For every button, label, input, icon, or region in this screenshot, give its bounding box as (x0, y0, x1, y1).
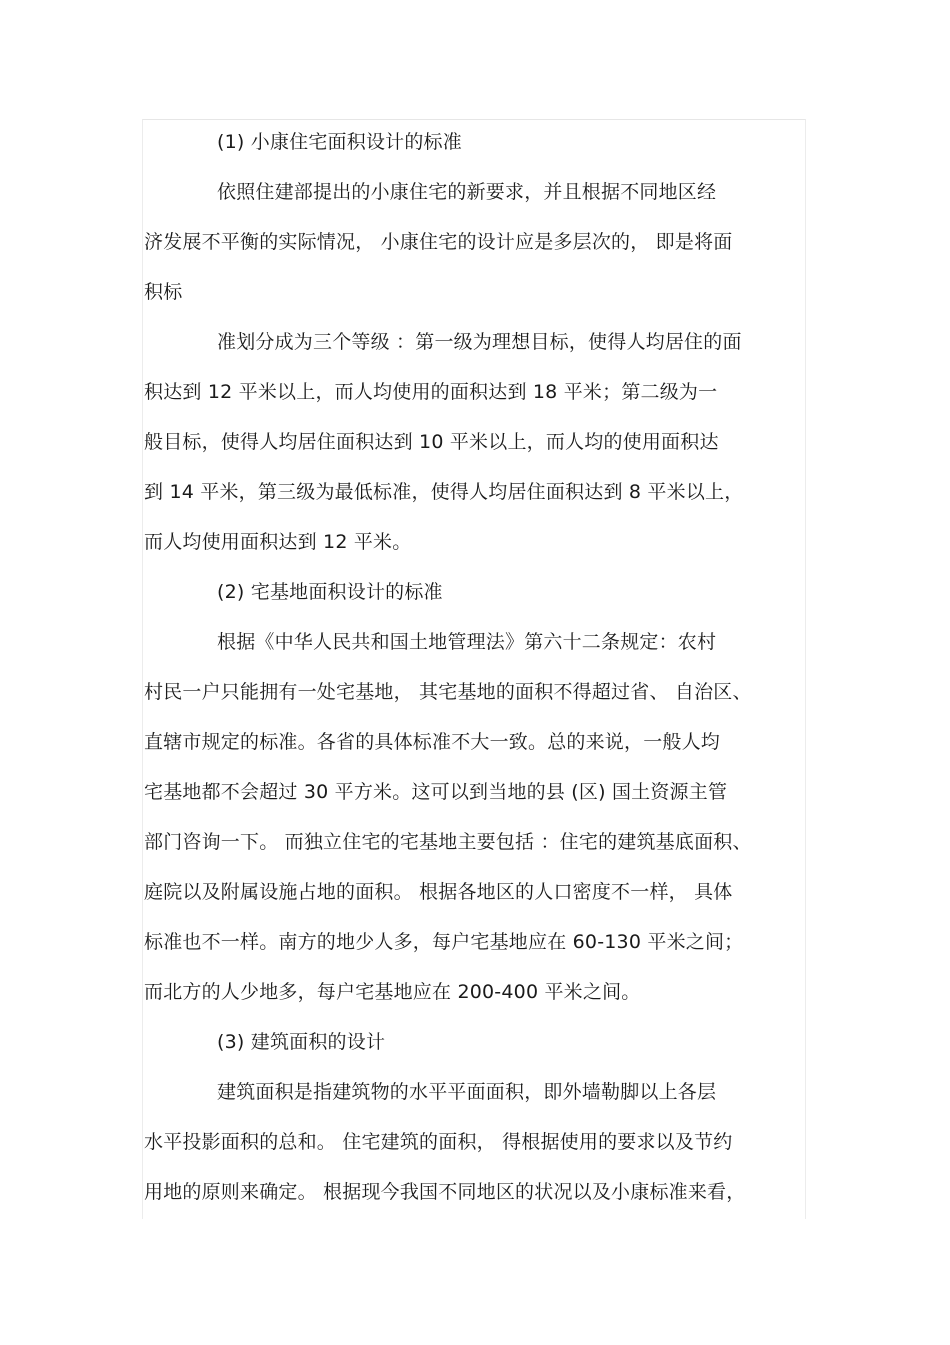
paragraph-line: 直辖市规定的标准。各省的具体标准不大一致。总的来说，一般人均 (144, 731, 721, 753)
heading-3: (3) 建筑面积的设计 (217, 1031, 386, 1053)
paragraph-line: 根据《中华人民共和国土地管理法》第六十二条规定：农村 (217, 631, 717, 653)
paragraph-line: 准划分成为三个等级 ：第一级为理想目标，使得人均居住的面 (217, 331, 742, 353)
paragraph-line: 水平投影面积的总和。 住宅建筑的面积， 得根据使用的要求以及节约 (144, 1131, 733, 1153)
heading-2: (2) 宅基地面积设计的标准 (217, 581, 443, 603)
paragraph-line: 积标 (144, 281, 183, 303)
paragraph-line: 建筑面积是指建筑物的水平平面面积，即外墙勒脚以上各层 (217, 1081, 717, 1103)
paragraph-line: 部门咨询一下。 而独立住宅的宅基地主要包括 ：住宅的建筑基底面积、 (144, 831, 752, 853)
paragraph-line: 宅基地都不会超过 30 平方米。这可以到当地的县 (区) 国土资源主管 (144, 781, 728, 803)
paragraph-line: 村民一户只能拥有一处宅基地， 其宅基地的面积不得超过省、 自治区、 (144, 681, 752, 703)
paragraph-line: 标准也不一样。南方的地少人多，每户宅基地应在 60-130 平米之间； (144, 931, 744, 953)
paragraph-line: 而北方的人少地多，每户宅基地应在 200-400 平米之间。 (144, 981, 641, 1003)
paragraph-line: 济发展不平衡的实际情况， 小康住宅的设计应是多层次的， 即是将面 (144, 231, 733, 253)
paragraph-line: 到 14 平米，第三级为最低标准，使得人均居住面积达到 8 平米以上， (144, 481, 744, 503)
paragraph-line: 般目标，使得人均居住面积达到 10 平米以上，而人均的使用面积达 (144, 431, 719, 453)
paragraph-line: 用地的原则来确定。 根据现今我国不同地区的状况以及小康标准来看， (144, 1181, 746, 1203)
paragraph-line: 庭院以及附属设施占地的面积。 根据各地区的人口密度不一样， 具体 (144, 881, 733, 903)
paragraph-line: 积达到 12 平米以上，而人均使用的面积达到 18 平米；第二级为一 (144, 381, 718, 403)
heading-1: (1) 小康住宅面积设计的标准 (217, 131, 462, 153)
paragraph-line: 而人均使用面积达到 12 平米。 (144, 531, 412, 553)
page-frame (142, 119, 806, 1219)
paragraph-line: 依照住建部提出的小康住宅的新要求，并且根据不同地区经 (217, 181, 717, 203)
